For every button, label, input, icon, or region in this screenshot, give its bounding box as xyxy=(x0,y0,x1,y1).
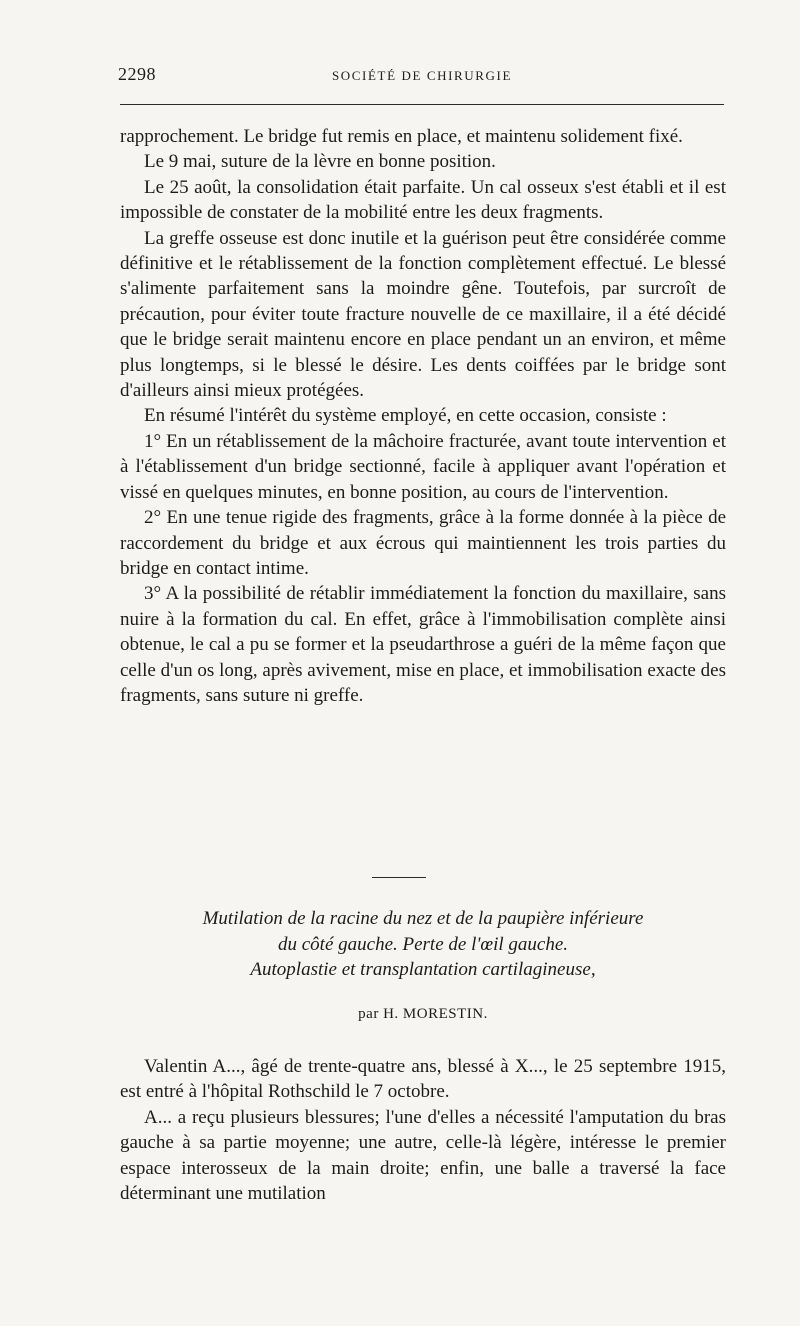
paragraph: rapprochement. Le bridge fut remis en place, et maintenu solidement fixé. xyxy=(120,126,683,147)
running-title: SOCIÉTÉ DE CHIRURGIE xyxy=(331,68,513,83)
page-header xyxy=(118,64,726,94)
article-title xyxy=(120,906,726,983)
header-rule xyxy=(120,104,724,105)
article-title-line: du côté gauche. Perte de l'œil gauche. xyxy=(277,933,569,955)
paragraph: Le 25 août, la consolidation était parfaite. Un cal osseux s'est établi et il est impossible de constater de la mobilité entre les deux fragments. xyxy=(120,176,726,224)
paragraph: Le 9 mai, suture de la lèvre en bonne position. xyxy=(144,151,496,173)
list-item: 3° A la possibilité de rétablir immédiatement la fonction du maxillaire, sans nuire à la formation du cal. En effet, grâce à l'immobilisation complète ainsi obtenue, le cal a pu se former et la pseudarthrose a guéri de la même façon que celle d'un os long, après avivement, mise en place, et immobilisation exacte des fragments, sans suture ni greffe. xyxy=(120,583,726,706)
paragraph: Valentin A..., âgé de trente-quatre ans, blessé à X..., le 25 septembre 1915, est entré à l'hôpital Rothschild le 7 octobre. xyxy=(120,1056,726,1103)
paragraph: La greffe osseuse est donc inutile et la guérison peut être considérée comme définitive et le rétablissement de la fonction complètement effectué. Le blessé s'alimente parfaitement sans la moindre gêne. Toutefois, par surcroît de précaution, pour éviter toute fracture nouvelle de ce maxillaire, il a été décidé que le bridge serait maintenu encore en place pendant un an environ, et même plus longtemps, si le blessé le désire. Les dents coiffées par le bridge sont d'ailleurs ainsi mieux protégées. xyxy=(120,227,726,402)
section-divider xyxy=(372,877,426,878)
list-item: 1° En un rétablissement de la mâchoire fracturée, avant toute intervention et à l'établissement d'un bridge sectionné, facile à appliquer avant l'opération et vissé en quelques minutes, en bonne position, au cours de l'intervention. xyxy=(120,430,726,503)
article-byline: par H. MORESTIN. xyxy=(358,1006,488,1022)
list-item: 2° En une tenue rigide des fragments, grâce à la forme donnée à la pièce de raccordement du bridge et aux écrous qui maintiennent les trois parties du bridge en contact intime. xyxy=(120,507,726,579)
body-text xyxy=(120,124,726,708)
article-title-line: Autoplastie et transplantation cartilagineuse, xyxy=(250,959,596,981)
article-body xyxy=(120,1054,726,1206)
article-title-line: Mutilation de la racine du nez et de la paupière inférieure xyxy=(202,908,644,929)
page-number: 2298 xyxy=(118,64,156,84)
paragraph: A... a reçu plusieurs blessures; l'une d'elles a nécessité l'amputation du bras gauche à sa partie moyenne; une autre, celle-là légère, intéresse le premier espace interosseux de la main droite; enfin, une balle a traversé la face déterminant une mutilation xyxy=(120,1106,726,1205)
paragraph: En résumé l'intérêt du système employé, en cette occasion, consiste : xyxy=(144,405,667,427)
